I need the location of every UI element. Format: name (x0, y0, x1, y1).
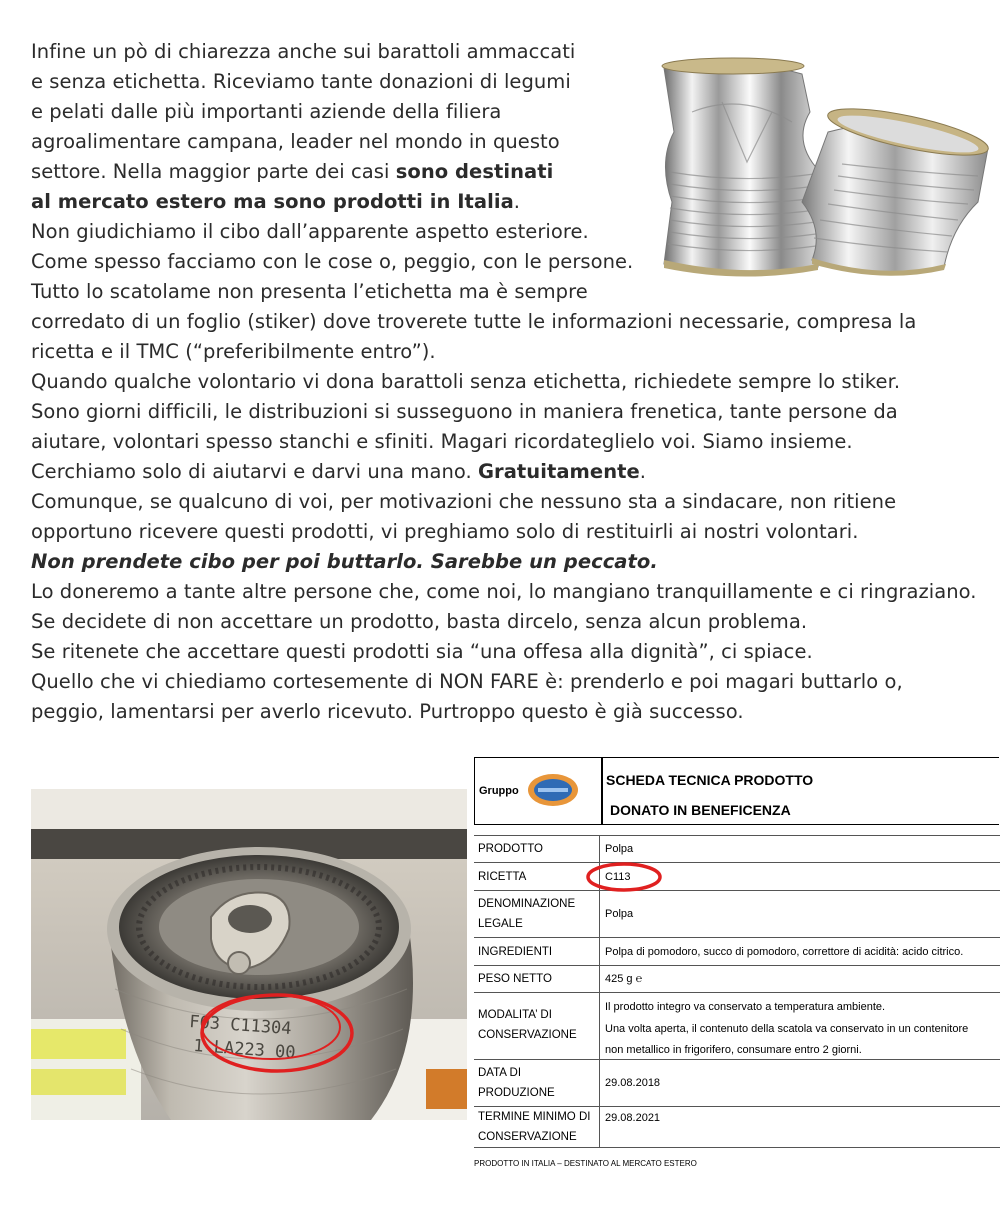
row-label-line: TERMINE MINIMO DI (478, 1111, 591, 1123)
line: agroalimentare campana, leader nel mondo in questo (31, 130, 560, 153)
line: Lo doneremo a tante altre persone che, come noi, lo mangiano tranquillamente e ci ringraziano. (31, 580, 977, 603)
sheet-subtitle: DONATO IN BENEFICENZA (610, 802, 791, 818)
row-label (474, 1060, 600, 1106)
can-code-line2: 1 LA223 00 (192, 1036, 297, 1064)
row-value: Polpa (605, 843, 634, 855)
row-value: 29.08.2021 (605, 1112, 661, 1124)
row-label-line: CONSERVAZIONE (478, 1029, 577, 1041)
row-label (474, 1107, 600, 1147)
table-row (474, 1107, 1000, 1148)
row-value: Polpa (605, 908, 634, 920)
table-row (474, 1060, 1000, 1107)
sheet-title: SCHEDA TECNICA PRODOTTO (606, 772, 814, 788)
row-label: INGREDIENTI (474, 938, 600, 965)
row-label-line: CONSERVAZIONE (478, 1131, 577, 1143)
sheet-table (474, 835, 1000, 1148)
divider (601, 758, 603, 824)
table-row (474, 993, 1000, 1060)
line: Infine un pò di chiarezza anche sui barattoli ammaccati (31, 40, 576, 63)
line: Se ritenete che accettare questi prodotti sia “una offesa alla dignità”, ci spiace. (31, 640, 813, 663)
line: aiutare, volontari spesso stanchi e sfiniti. Magari ricordateglielo voi. Siamo insieme. (31, 430, 853, 453)
line: Quello che vi chiediamo cortesemente di NON FARE è: prenderlo e poi magari buttarlo o, (31, 670, 903, 693)
line: peggio, lamentarsi per averlo ricevuto. Purtroppo questo è già successo. (31, 700, 744, 723)
emphasis: Gratuitamente (478, 460, 640, 483)
row-value: Polpa di pomodoro, succo di pomodoro, correttore di acidità: acido citrico. (605, 945, 964, 958)
line: Comunque, se qualcuno di voi, per motivazioni che nessuno sta a sindacare, non ritiene (31, 490, 897, 513)
table-row (474, 836, 1000, 863)
row-label: RICETTA (474, 863, 600, 890)
row-value-line: Il prodotto integro va conservato a temperatura ambiente. (605, 1001, 886, 1013)
row-value (600, 993, 1000, 1059)
row-value-line: Una volta aperta, il contenuto della scatola va conservato in un contenitore (605, 1023, 969, 1035)
line: corredato di un foglio (stiker) dove troverete tutte le informazioni necessarie, compresa la (31, 310, 917, 333)
line: Se decidete di non accettare un prodotto, basta dircelo, senza alcun problema. (31, 610, 808, 633)
table-row (474, 966, 1000, 993)
line: Come spesso facciamo con le cose o, peggio, con le persone. (31, 250, 634, 273)
line: Tutto lo scatolame non presenta l’etichetta ma è sempre (31, 280, 588, 303)
group-label: Gruppo (479, 785, 519, 797)
row-label-line: DENOMINAZIONE (478, 898, 576, 910)
row-label-line: MODALITA’ DI (478, 1009, 552, 1021)
sheet-footer-note: PRODOTTO IN ITALIA – DESTINATO AL MERCATO ESTERO (474, 1159, 697, 1168)
line: e senza etichetta. Riceviamo tante donazioni di legumi (31, 70, 571, 93)
emphasis: al mercato estero ma sono prodotti in Italia (31, 190, 514, 213)
row-label-line: LEGALE (478, 918, 523, 930)
line: Non giudichiamo il cibo dall’apparente aspetto esteriore. (31, 220, 589, 243)
line: e pelati dalle più importanti aziende della filiera (31, 100, 502, 123)
line: Sono giorni difficili, le distribuzioni si susseguono in maniera frenetica, tante persone da (31, 400, 898, 423)
line: Cerchiamo solo di aiutarvi e darvi una mano. (31, 460, 478, 483)
emphasis: sono destinati (395, 160, 554, 183)
row-value: 425 g ℮ (605, 973, 643, 985)
line: opportuno ricevere questi prodotti, vi preghiamo solo di restituirli ai nostri volontari. (31, 520, 859, 543)
sheet-header (474, 757, 999, 825)
line: settore. Nella maggior parte dei casi (31, 160, 396, 183)
table-row (474, 938, 1000, 966)
group-logo-icon (527, 773, 579, 807)
row-label-line: PRODUZIONE (478, 1087, 555, 1099)
table-row (474, 863, 1000, 891)
table-row (474, 891, 1000, 938)
emphasis-italic: Non prendete cibo per poi buttarlo. Sarebbe un peccato. (31, 550, 658, 573)
can-lid-illustration (31, 789, 467, 1120)
row-value: C113 (605, 870, 631, 883)
dented-cans-image (652, 52, 997, 282)
can-lid-photo (31, 789, 467, 1120)
line: Quando qualche volontario vi dona barattoli senza etichetta, richiedete sempre lo stiker. (31, 370, 901, 393)
row-label (474, 891, 600, 937)
line: . (513, 190, 521, 213)
row-value: 29.08.2018 (605, 1077, 661, 1089)
line: . (639, 460, 647, 483)
row-label: PESO NETTO (474, 966, 600, 992)
row-label (474, 993, 600, 1059)
line: ricetta e il TMC (“preferibilmente entro”). (31, 340, 436, 363)
row-value-line: non metallico in frigorifero, consumare entro 2 giorni. (605, 1044, 862, 1056)
can-code-line1: F03 C11304 (188, 1012, 293, 1040)
row-label: PRODOTTO (474, 836, 600, 862)
row-label-line: DATA DI (478, 1067, 522, 1079)
